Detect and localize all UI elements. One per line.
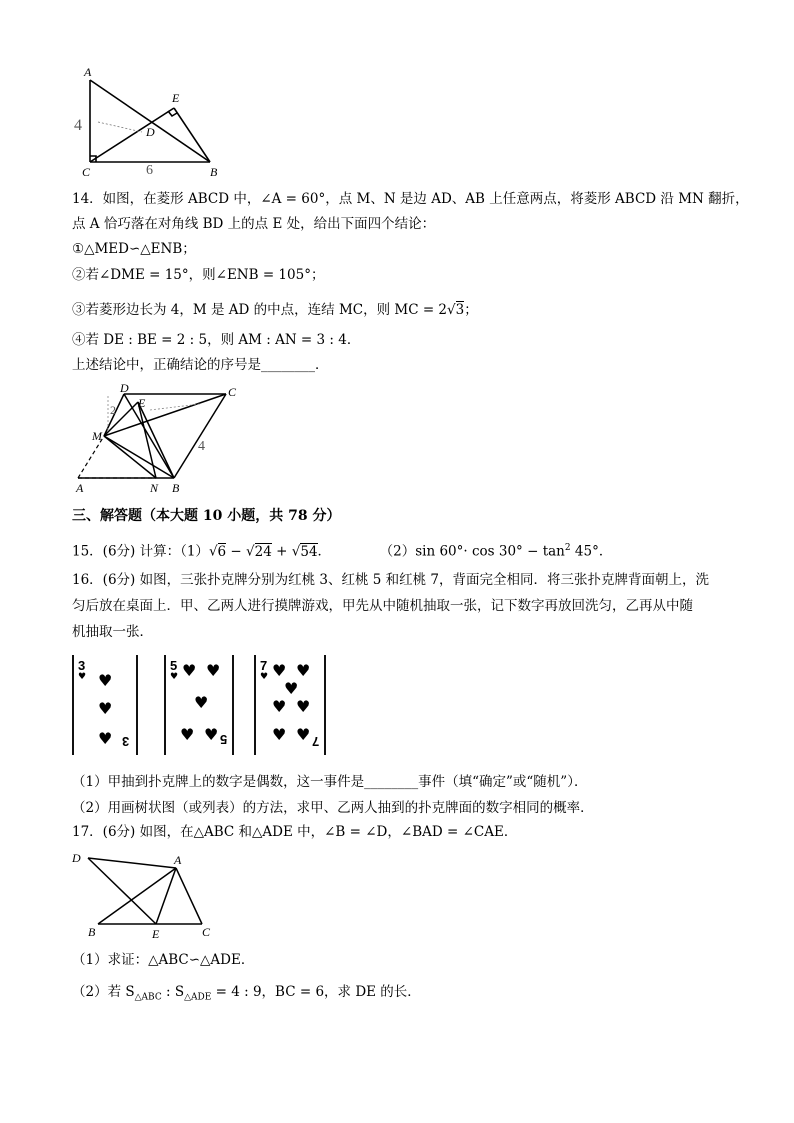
label-D: D	[146, 125, 155, 139]
hand-bottom: 6	[146, 163, 153, 178]
q16-line2: 匀后放在桌面上．甲、乙两人进行摸牌游戏，甲先从中随机抽取一张，记下数字再放回洗匀，乙再从中随	[72, 598, 693, 614]
q17-s2-pre: （2）若 S	[72, 984, 135, 1000]
sqrt-symbol: √	[447, 302, 456, 318]
heart-icon: ♥	[182, 661, 197, 680]
q14-c3-end: ；	[464, 302, 478, 318]
heart-icon: ♥	[98, 729, 113, 748]
q15-rad-2: 24	[254, 543, 272, 560]
card-rank: 5	[220, 732, 228, 747]
label-E: E	[172, 91, 180, 105]
q17-s2-mid: : S	[161, 984, 185, 1000]
heart-icon: ♥	[272, 661, 287, 680]
heart-icon: ♥	[170, 672, 179, 682]
hand-mark-2: 2	[110, 403, 116, 417]
q16-sub1: （1）甲抽到扑克牌上的数字是偶数，这一事件是________事件（填“确定”或“随机”）．	[72, 774, 588, 790]
q15-rad-1: 6	[217, 543, 227, 560]
q14-c3-text: ③若菱形边长为 4，M 是 AD 的中点，连结 MC，则 MC = 2	[72, 302, 448, 318]
label-B: B	[172, 481, 180, 495]
figure-q14	[70, 380, 250, 498]
q14-conclusion-2: ②若∠DME = 15°，则∠ENB = 105°；	[72, 267, 325, 283]
q14-conclusion-3	[72, 301, 478, 319]
card-7	[254, 655, 326, 755]
label-E: E	[138, 396, 146, 410]
q15-rad-3: 54	[300, 543, 318, 560]
label-C: C	[228, 385, 237, 399]
label-A: A	[84, 65, 92, 79]
label-A: A	[174, 853, 182, 867]
card-rank: 7	[260, 658, 268, 673]
q14-c3-radicand: 3	[455, 302, 465, 318]
card-5	[164, 655, 234, 755]
label-D: D	[120, 381, 129, 395]
hand-mark-4: 4	[198, 439, 205, 454]
q14-conclusion-1: ①△MED∽△ENB；	[72, 241, 196, 257]
q14-line2: 点 A 恰巧落在对角线 BD 上的点 E 处，给出下面四个结论：	[72, 216, 436, 232]
card-rank: 3	[78, 658, 86, 673]
label-C: C	[82, 165, 91, 179]
sqrt-symbol: √	[208, 543, 218, 560]
heart-icon: ♥	[98, 699, 113, 718]
q14-question: 上述结论中，正确结论的序号是________．	[72, 357, 329, 373]
heart-icon: ♥	[296, 661, 311, 680]
q15-part2: （2）sin 60°· cos 30° − tan	[379, 543, 565, 560]
heart-icon: ♥	[204, 725, 219, 744]
card-rank: 3	[122, 734, 130, 749]
q16-line3: 机抽取一张．	[72, 624, 153, 640]
label-B: B	[88, 925, 96, 939]
label-C: C	[202, 925, 211, 939]
q17-s2-sub1: △ABC	[134, 992, 162, 1003]
figure-q17	[68, 848, 228, 940]
card-3	[72, 655, 138, 755]
heart-icon: ♥	[272, 697, 287, 716]
card-rank: 7	[312, 734, 320, 749]
q14-conclusion-4: ④若 DE : BE = 2 : 5，则 AM : AN = 3 : 4．	[72, 332, 361, 348]
q17-line1: 17．(6分) 如图，在△ABC 和△ADE 中，∠B = ∠D，∠BAD = ∠CAE．	[72, 824, 518, 840]
label-B: B	[210, 165, 218, 179]
heart-icon: ♥	[296, 697, 311, 716]
card-rank: 5	[170, 658, 178, 673]
q15-end2: 45°．	[570, 543, 613, 560]
heart-icon: ♥	[98, 671, 113, 690]
heart-icon: ♥	[78, 672, 87, 682]
heart-icon: ♥	[206, 661, 221, 680]
sqrt-symbol: √	[291, 543, 301, 560]
q15-prefix: 15．(6分) 计算：（1）	[72, 543, 209, 560]
heart-icon: ♥	[284, 679, 299, 698]
q15-minus: −	[226, 543, 247, 560]
hand-side: 4	[74, 117, 82, 134]
q17-sub1: （1）求证：△ABC∽△ADE．	[72, 952, 255, 968]
label-A: A	[76, 481, 84, 495]
q17-s2-post: = 4 : 9，BC = 6，求 DE 的长．	[211, 984, 421, 1000]
heart-icon: ♥	[296, 725, 311, 744]
q17-sub2	[72, 983, 421, 1007]
heart-icon: ♥	[272, 725, 287, 744]
q15-plus: +	[271, 543, 292, 560]
label-M: M	[92, 429, 102, 443]
label-N: N	[150, 481, 159, 495]
heart-icon: ♥	[260, 672, 269, 682]
q17-s2-sub2: △ADE	[184, 992, 212, 1003]
section-heading: 三、解答题（本大题 10 小题，共 78 分）	[72, 508, 341, 524]
label-E: E	[152, 927, 160, 940]
heart-icon: ♥	[194, 693, 209, 712]
q15-line	[72, 539, 612, 561]
heart-icon: ♥	[180, 725, 195, 744]
q14-line1: 14．如图，在菱形 ABCD 中，∠A = 60°，点 M、N 是边 AD、AB 上任意两点，将菱形 ABCD 沿 MN 翻折，	[72, 191, 749, 207]
label-D: D	[72, 851, 81, 865]
q16-line1: 16．(6分) 如图，三张扑克牌分别为红桃 3、红桃 5 和红桃 7，背面完全相同．将三张扑克牌背面朝上，洗	[72, 572, 710, 588]
q15-sup: 2	[564, 543, 571, 553]
sqrt-symbol: √	[246, 543, 255, 560]
figure-q13	[70, 62, 230, 180]
q16-sub2: （2）用画树状图（或列表）的方法，求甲、乙两人抽到的扑克牌面的数字相同的概率．	[72, 800, 594, 816]
q15-end1: ．	[317, 543, 332, 560]
